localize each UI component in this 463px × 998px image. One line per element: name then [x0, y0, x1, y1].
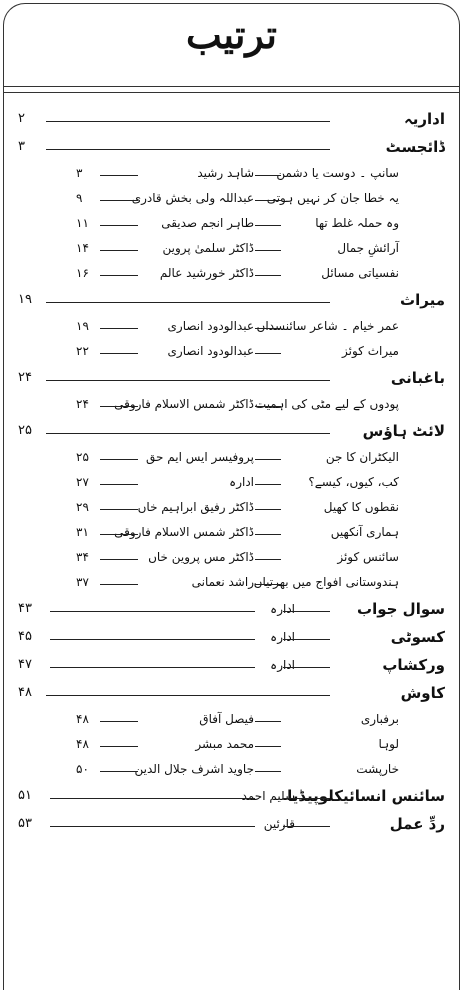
- article-title: برفباری: [360, 712, 399, 726]
- leader-line: [100, 328, 138, 329]
- leader-line: [255, 200, 281, 201]
- article-entry: [74, 758, 399, 780]
- article-title: عمر خیام ۔ شاعر سائنسداں: [256, 319, 399, 333]
- section-title: لائٹ ہاؤس: [362, 422, 445, 440]
- article-author: ڈاکٹر شمس الاسلام فاروقی: [114, 525, 254, 539]
- leader-line: [100, 559, 138, 560]
- article-title: لوہا: [378, 737, 399, 751]
- leader-line: [50, 611, 255, 612]
- leader-line: [100, 721, 138, 722]
- article-entry: [74, 733, 399, 755]
- contents-page: [3, 3, 460, 990]
- section-entry: [18, 289, 445, 311]
- section-entry: [18, 654, 445, 676]
- leader-line: [46, 433, 330, 434]
- section-page-number: ۲۴: [18, 370, 32, 385]
- section-title: کاوش: [400, 684, 445, 702]
- article-page-number: ۹: [76, 191, 83, 205]
- article-title: پودوں کے لیے مٹی کی اہمیت: [254, 397, 399, 411]
- article-entry: [74, 446, 399, 468]
- article-page-number: ۲۴: [76, 397, 89, 411]
- leader-line: [100, 534, 138, 535]
- section-entry: [18, 108, 445, 130]
- section-author: قارئین: [263, 817, 295, 831]
- leader-line: [100, 353, 138, 354]
- article-entry: [74, 237, 399, 259]
- article-page-number: ۳۴: [76, 550, 89, 564]
- article-title: میراث کوئز: [342, 344, 399, 358]
- section-entry: [18, 136, 445, 158]
- article-title: آرائشِ جمال: [337, 241, 399, 255]
- leader-line: [100, 250, 138, 251]
- article-title: ہماری آنکھیں: [330, 525, 399, 539]
- leader-line: [100, 509, 138, 510]
- article-author: جاوید اشرف جلال الدین: [134, 762, 254, 776]
- article-entry: [74, 212, 399, 234]
- article-page-number: ۳: [76, 166, 83, 180]
- leader-line: [46, 380, 330, 381]
- section-page-number: ۱۹: [18, 292, 32, 307]
- leader-line: [50, 798, 255, 799]
- leader-line: [255, 406, 281, 407]
- article-entry: [74, 521, 399, 543]
- leader-line: [255, 746, 281, 747]
- leader-line: [255, 721, 281, 722]
- leader-line: [283, 798, 330, 799]
- section-title: میراث: [400, 291, 445, 309]
- section-page-number: ۴۳: [18, 601, 32, 616]
- article-author: پروفیسر ایس ایم حق: [146, 450, 254, 464]
- article-title: خارپشت: [356, 762, 399, 776]
- leader-line: [255, 534, 281, 535]
- article-author: راشد نعمانی: [191, 575, 254, 589]
- section-author: ادارہ: [270, 602, 295, 616]
- article-page-number: ۲۲: [76, 344, 89, 358]
- article-entry: [74, 162, 399, 184]
- leader-line: [255, 353, 281, 354]
- article-title: الیکٹران کا جن: [325, 450, 399, 464]
- article-page-number: ۳۷: [76, 575, 89, 589]
- leader-line: [255, 584, 281, 585]
- leader-line: [46, 695, 330, 696]
- leader-line: [46, 149, 330, 150]
- section-title: سوال جواب: [357, 600, 445, 618]
- section-page-number: ۵۳: [18, 816, 32, 831]
- leader-line: [255, 771, 281, 772]
- section-author: سلیم احمد: [241, 789, 295, 803]
- article-page-number: ۲۵: [76, 450, 89, 464]
- title-rule: [4, 92, 459, 93]
- page-title: ترتیب: [186, 12, 277, 57]
- article-entry: [74, 315, 399, 337]
- leader-line: [50, 639, 255, 640]
- article-author: عبداللہ ولی بخش قادری: [131, 191, 254, 205]
- section-page-number: ۴۸: [18, 685, 32, 700]
- leader-line: [46, 121, 330, 122]
- leader-line: [255, 328, 281, 329]
- article-entry: [74, 471, 399, 493]
- leader-line: [100, 200, 138, 201]
- article-entry: [74, 708, 399, 730]
- article-page-number: ۵۰: [76, 762, 89, 776]
- section-author: ادارہ: [270, 658, 295, 672]
- article-title: وہ حملہ غلط تھا: [315, 216, 399, 230]
- article-author: ڈاکٹر سلمیٰ پروین: [162, 241, 254, 255]
- section-entry: [18, 598, 445, 620]
- section-page-number: ۲: [18, 111, 25, 126]
- article-author: ڈاکٹر رفیق ابراہیم خاں: [137, 500, 254, 514]
- article-entry: [74, 393, 399, 415]
- leader-line: [255, 175, 281, 176]
- article-page-number: ۲۷: [76, 475, 89, 489]
- article-author: ڈاکٹر خورشید عالم: [159, 266, 254, 280]
- article-author: عبدالودود انصاری: [167, 344, 254, 358]
- section-entry: [18, 813, 445, 835]
- title-rule: [4, 86, 459, 87]
- leader-line: [255, 559, 281, 560]
- section-title: سائنس انسائیکلوپیڈیا: [287, 787, 445, 805]
- article-title: ہندوستانی افواج میں بھرتیاں: [253, 575, 399, 589]
- leader-line: [100, 406, 138, 407]
- leader-line: [255, 484, 281, 485]
- leader-line: [283, 611, 330, 612]
- article-author: ادارہ: [229, 475, 254, 489]
- article-author: فیصل آفاق: [199, 712, 254, 726]
- article-page-number: ۱۹: [76, 319, 89, 333]
- section-author: ادارہ: [270, 630, 295, 644]
- leader-line: [283, 826, 330, 827]
- article-entry: [74, 571, 399, 593]
- article-title: سانپ ۔ دوست یا دشمن: [276, 166, 399, 180]
- section-entry: [18, 420, 445, 442]
- leader-line: [255, 275, 281, 276]
- leader-line: [100, 584, 138, 585]
- leader-line: [255, 225, 281, 226]
- section-title: ردِّ عمل: [389, 815, 445, 833]
- article-entry: [74, 496, 399, 518]
- leader-line: [255, 459, 281, 460]
- article-page-number: ۲۹: [76, 500, 89, 514]
- leader-line: [100, 175, 138, 176]
- article-entry: [74, 546, 399, 568]
- article-title: کب، کیوں، کیسے؟: [308, 475, 399, 489]
- article-entry: [74, 187, 399, 209]
- article-title: نقطوں کا کھیل: [323, 500, 399, 514]
- leader-line: [100, 459, 138, 460]
- article-author: محمد مبشر: [195, 737, 254, 751]
- article-page-number: ۳۱: [76, 525, 89, 539]
- leader-line: [100, 771, 138, 772]
- section-entry: [18, 367, 445, 389]
- article-author: عبدالودود انصاری: [167, 319, 254, 333]
- article-title: یہ خطا جان کر نہیں ہوتی: [266, 191, 399, 205]
- article-page-number: ۱۶: [76, 266, 89, 280]
- section-title: باغبانی: [390, 369, 445, 387]
- section-entry: [18, 682, 445, 704]
- leader-line: [50, 826, 255, 827]
- section-page-number: ۲۵: [18, 423, 32, 438]
- article-author: طاہر انجم صدیقی: [161, 216, 254, 230]
- section-page-number: ۵۱: [18, 788, 32, 803]
- leader-line: [50, 667, 255, 668]
- article-author: شاہد رشید: [197, 166, 254, 180]
- section-page-number: ۴۵: [18, 629, 32, 644]
- article-page-number: ۴۸: [76, 712, 89, 726]
- section-page-number: ۳: [18, 139, 25, 154]
- leader-line: [255, 250, 281, 251]
- leader-line: [100, 275, 138, 276]
- section-page-number: ۴۷: [18, 657, 32, 672]
- article-page-number: ۴۸: [76, 737, 89, 751]
- leader-line: [283, 639, 330, 640]
- leader-line: [283, 667, 330, 668]
- section-entry: [18, 785, 445, 807]
- section-title: کسوٹی: [390, 628, 445, 646]
- article-entry: [74, 340, 399, 362]
- article-author: ڈاکٹر مس پروین خاں: [148, 550, 254, 564]
- article-entry: [74, 262, 399, 284]
- article-page-number: ۱۱: [76, 216, 89, 230]
- leader-line: [255, 509, 281, 510]
- section-title: ورکشاپ: [382, 656, 445, 674]
- leader-line: [100, 225, 138, 226]
- section-title: ڈائجسٹ: [385, 138, 445, 156]
- section-entry: [18, 626, 445, 648]
- article-title: نفسیاتی مسائل: [321, 266, 399, 280]
- article-author: ڈاکٹر شمس الاسلام فاروقی: [114, 397, 254, 411]
- section-title: اداریہ: [403, 110, 445, 128]
- leader-line: [100, 746, 138, 747]
- leader-line: [100, 484, 138, 485]
- article-page-number: ۱۴: [76, 241, 89, 255]
- leader-line: [46, 302, 330, 303]
- article-title: سائنس کوئز: [337, 550, 399, 564]
